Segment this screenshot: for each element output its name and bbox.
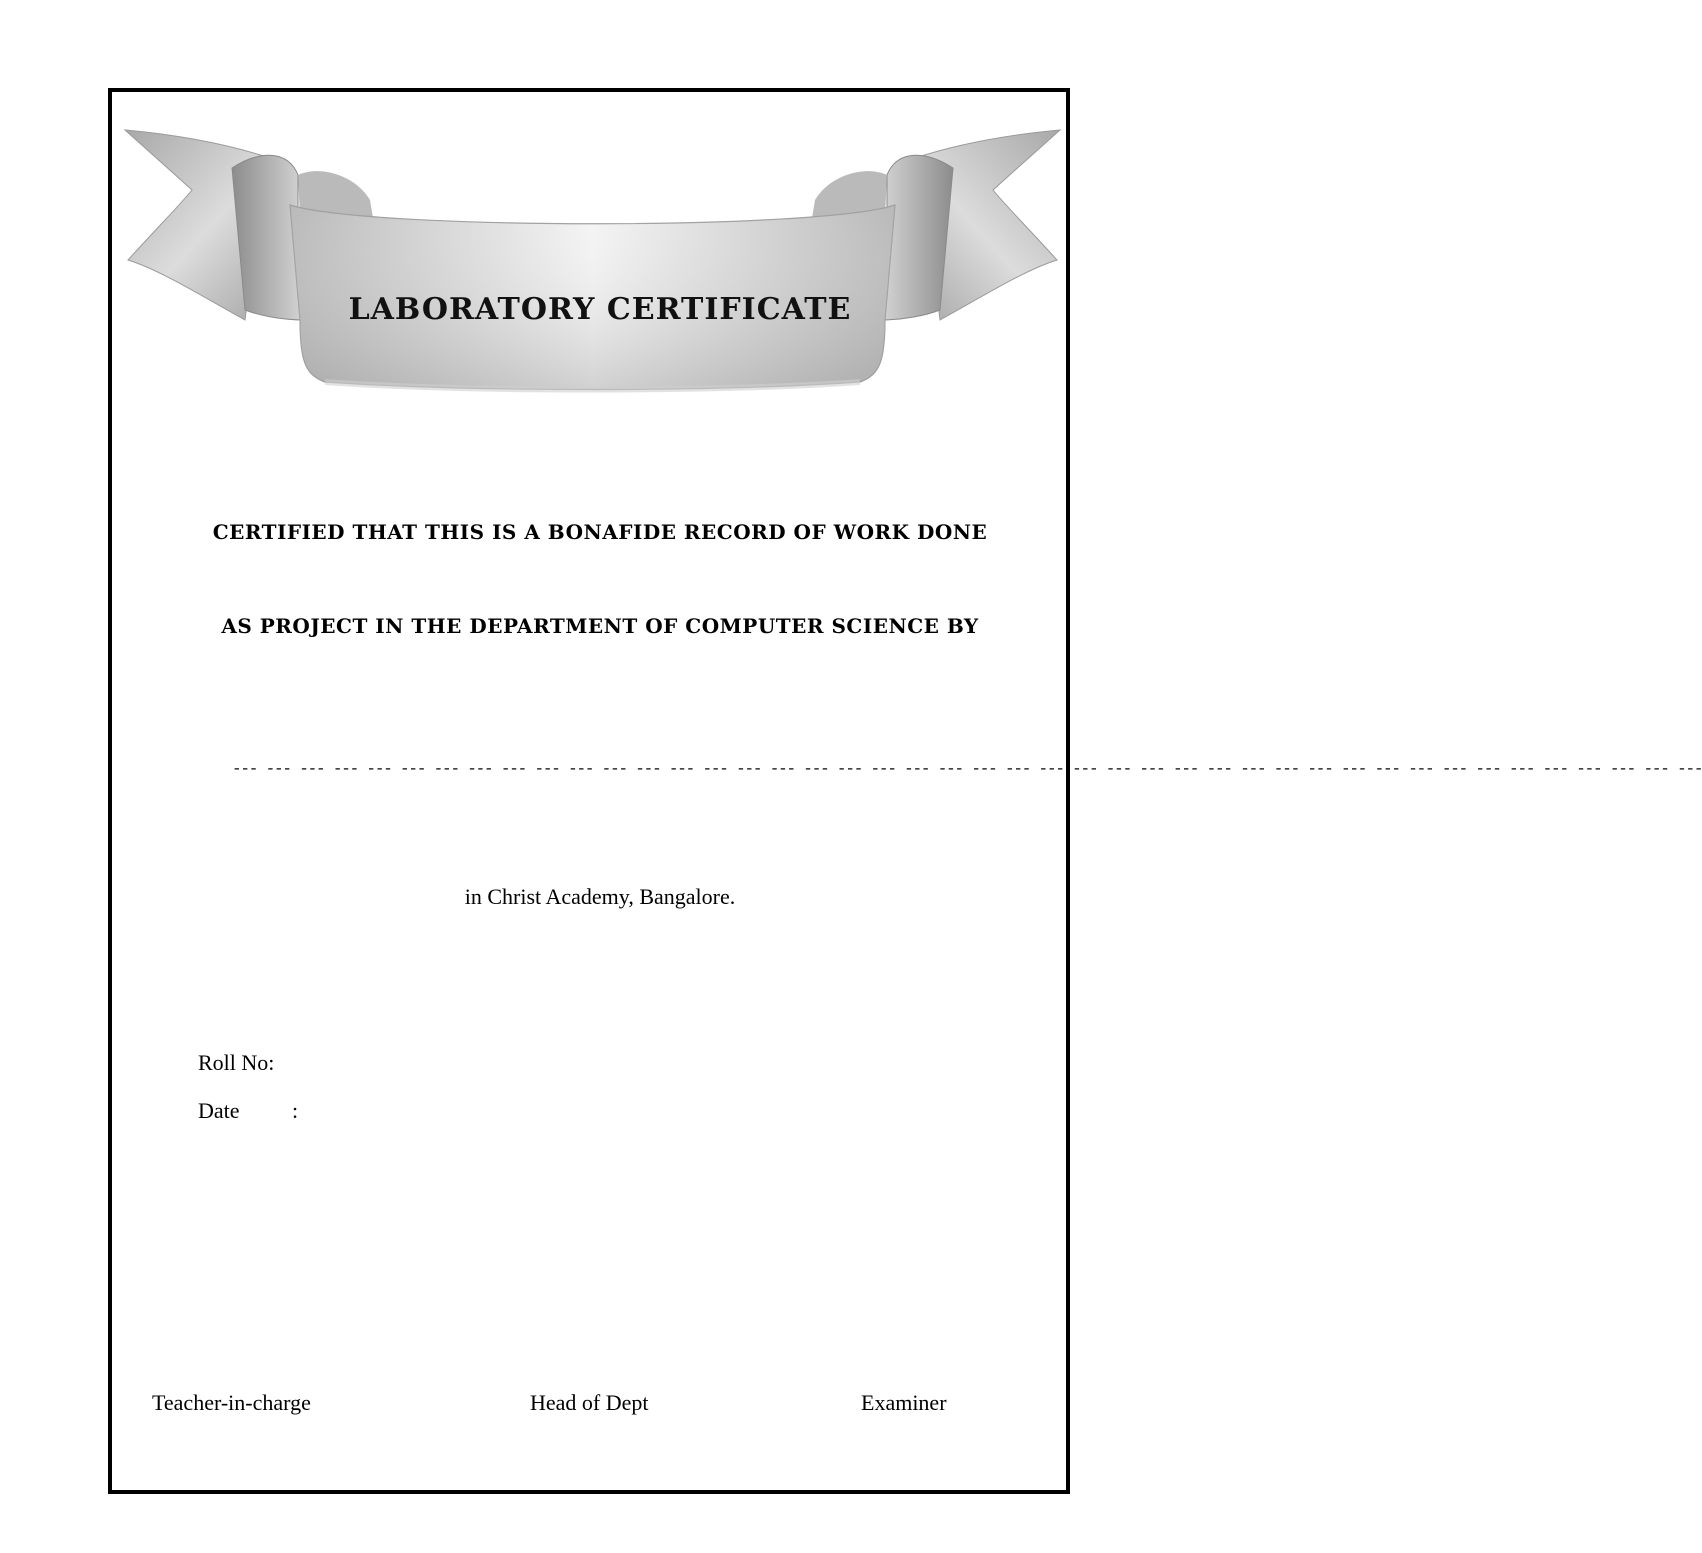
institution-line: in Christ Academy, Bangalore. (464, 884, 736, 909)
student-name-blank: --- --- --- --- --- --- --- --- --- --- --- --- --- --- --- --- --- --- --- --- --- --- --- --- --- --- --- --- --- --- --- --- --- --- --- --- --- --- --- --- --- --- --- --- (232, 760, 1702, 778)
certification-statement-line-2: AS PROJECT IN THE DEPARTMENT OF COMPUTER SCIENCE BY (221, 614, 979, 638)
certification-statement-line-1: CERTIFIED THAT THIS IS A BONAFIDE RECORD OF WORK DONE (212, 520, 988, 544)
certificate-title: LABORATORY CERTIFICATE (348, 292, 852, 327)
date-label: Date (198, 1098, 240, 1123)
ribbon-banner (120, 120, 1065, 400)
roll-number-label: Roll No: (198, 1050, 275, 1075)
examiner-signature-label: Examiner (861, 1390, 947, 1415)
hod-signature-label: Head of Dept (530, 1390, 649, 1415)
date-colon: : (292, 1098, 299, 1123)
teacher-signature-label: Teacher-in-charge (152, 1390, 311, 1415)
